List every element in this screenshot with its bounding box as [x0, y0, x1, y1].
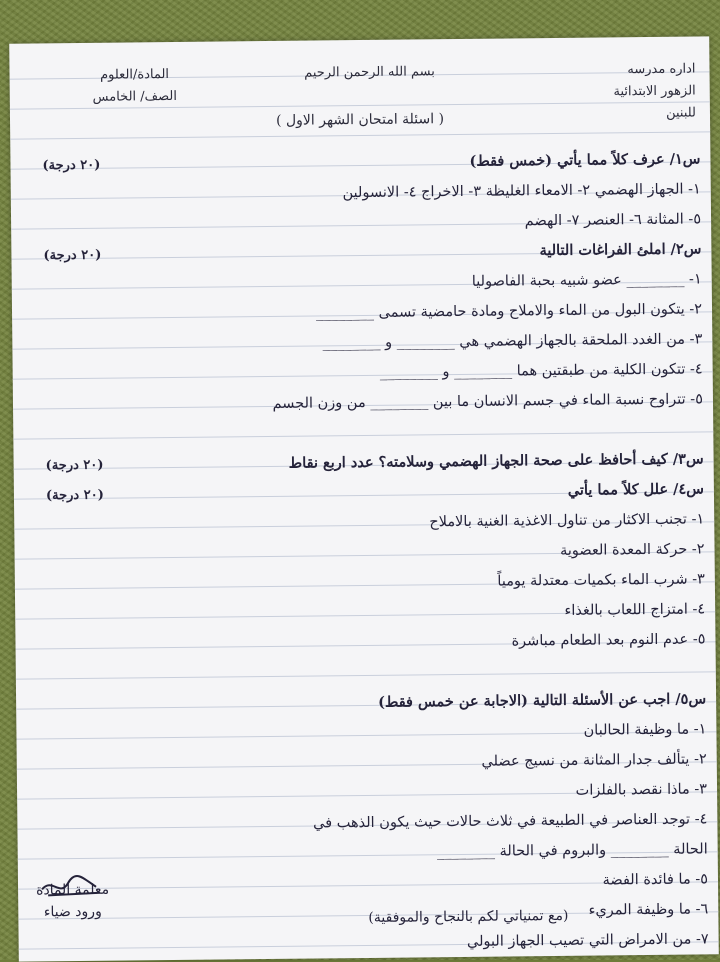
marks-label: (٢٠ درجة): [42, 157, 101, 174]
line-text: ٢- يتألف جدار المثانة من نسيج عضلي: [481, 751, 707, 770]
line-text: ٢- حركة المعدة العضوية: [559, 541, 705, 559]
school-admin-label: اداره مدرسه: [627, 61, 696, 78]
basmala: بسم الله الرحمن الرحيم: [304, 64, 435, 81]
school-gender: للبنين: [665, 105, 697, 121]
school-header: [495, 59, 696, 127]
line-text: ١- تجنب الاكثار من تناول الاغذية الغنية بالاملاح: [429, 511, 705, 531]
line-text: ٧- من الامراض التي تصيب الجهاز البولي: [466, 931, 709, 950]
line-text: ٦- ما وظيفة المريء: [588, 901, 709, 919]
subject-label: المادة/العلوم: [99, 67, 170, 83]
grade-label: الصف/ الخامس: [92, 88, 177, 105]
line-text: ٥- المثانة ٦- العنصر ٧- الهضم: [524, 211, 702, 230]
marks-label: (٢٠ درجة): [45, 457, 104, 474]
teacher-block: [36, 879, 109, 924]
line-text: س٢/ املئ الفراغات التالية: [539, 240, 702, 260]
teacher-title: معلمة المادة: [35, 881, 110, 899]
line-text: ٤- تتكون الكلية من طبقتين هما ________ و ________: [379, 361, 703, 381]
school-name: الزهور الابتدائية: [613, 83, 696, 100]
line-text: ٤- توجد العناصر في الطبيعة في ثلاث حالات حيث يكون الذهب في: [312, 811, 708, 832]
wish-text: (مع تمنياتي لكم بالنجاح والموفقية): [368, 907, 569, 926]
line-text: ٢- يتكون البول من الماء والاملاح ومادة حامضية تسمى ________: [315, 301, 703, 322]
marks-label: (٢٠ درجة): [45, 487, 104, 504]
line-text: ٣- ماذا نقصد بالفلزات: [575, 781, 708, 799]
line-text: ١- ________ عضو شبيه بحبة الفاصوليا: [471, 271, 702, 290]
line-text: ٤- امتزاج اللعاب بالغذاء: [564, 601, 706, 619]
question-lines: [18, 144, 708, 961]
line-text: الحالة ________ والبروم في الحالة ________: [436, 841, 708, 861]
line-text: ٣- من الغدد الملحقة بالجهاز الهضمي هي ________ و ________: [322, 331, 703, 352]
line-text: س٣/ كيف أحافظ على صحة الجهاز الهضمي وسلامته؟ عدد اربع نقاط: [288, 450, 704, 472]
exam-title: ( اسئلة امتحان الشهر الاول ): [275, 111, 445, 129]
line-text: س١/ عرف كلاً مما يأتي (خمس فقط): [469, 150, 701, 170]
line-text: ٥- تتراوح نسبة الماء في جسم الانسان ما بين ________ من وزن الجسم: [272, 391, 704, 412]
exam-paper: [9, 36, 719, 961]
marks-label: (٢٠ درجة): [43, 247, 102, 264]
line-text: ١- الجهاز الهضمي ٢- الامعاء الغليظة ٣- الاخراج ٤- الانسولين: [342, 181, 701, 202]
line-text: ١- ما وظيفة الحالبان: [583, 721, 707, 739]
line-text: ٣- شرب الماء بكميات معتدلة يومياً: [497, 571, 705, 590]
line-text: ٥- ما فائدة الفضة: [602, 871, 709, 889]
line-text: س٤/ علل كلاً مما يأتي: [567, 480, 705, 499]
line-text: س٥/ اجب عن الأسئلة التالية (الاجابة عن خمس فقط): [377, 690, 707, 711]
line-text: ٥- عدم النوم بعد الطعام مباشرة: [511, 631, 706, 650]
subject-header: [59, 64, 209, 110]
teacher-name: ورود ضياء: [43, 903, 102, 921]
